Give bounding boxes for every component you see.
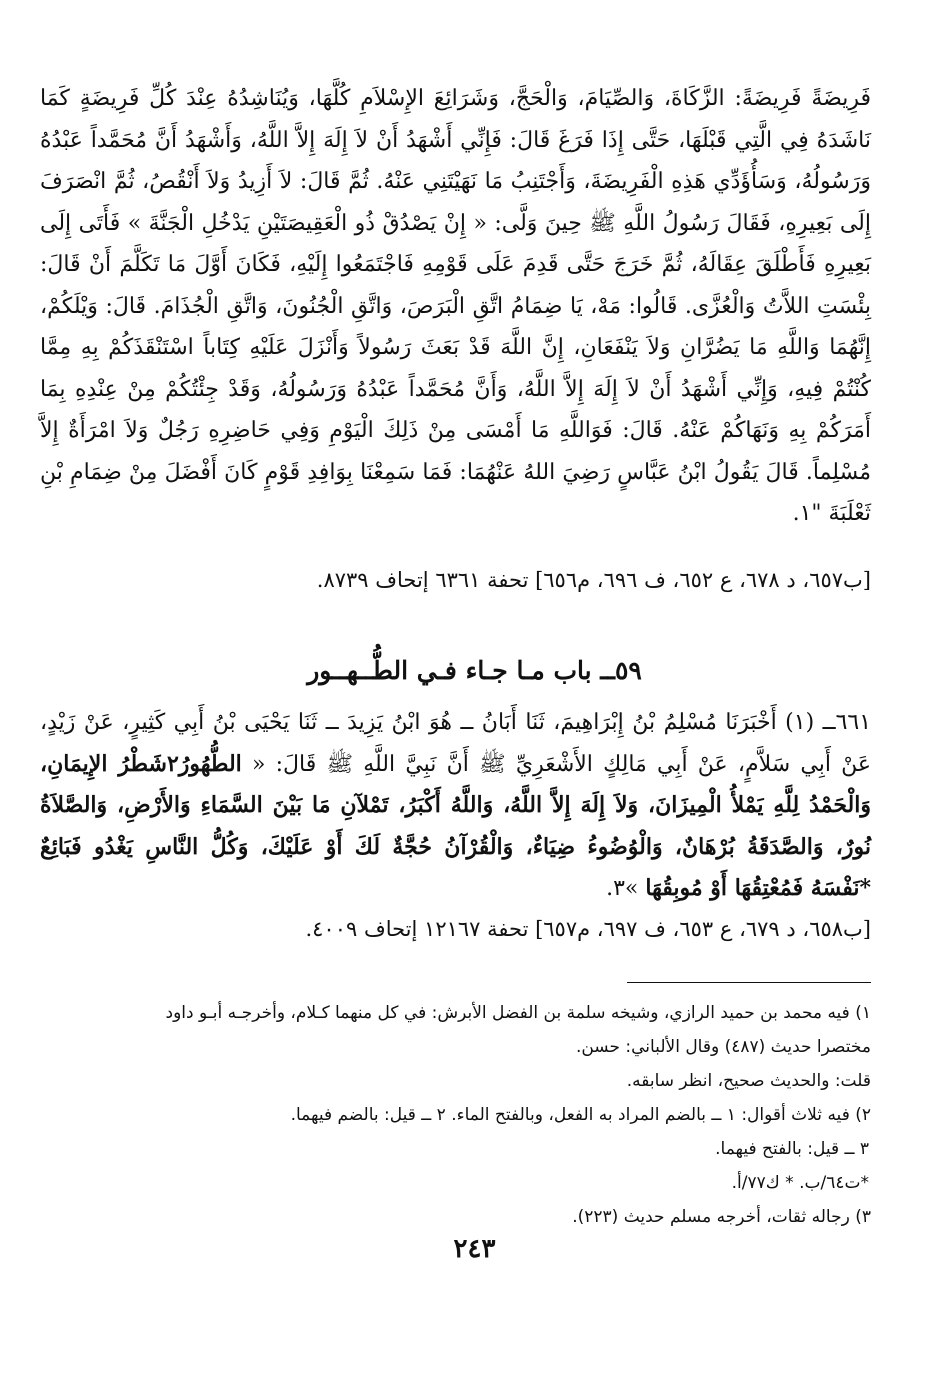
page-number: ٢٤٣ [453, 1234, 496, 1264]
footnote-line: ٣ ــ قيل: بالفتح فيهما. [715, 1139, 869, 1159]
footnote-line: ٢) فيه ثلاث أقوال: ١ ــ بالضم المراد به الفعل، وبالفتح الماء. ٢ ــ قيل: بالضم فيهما. [290, 1105, 871, 1125]
chapter-title: ٥٩ــ باب مـا جـاء فـي الطُّــهــور [307, 656, 642, 685]
hadith-661 [40, 702, 871, 910]
footnote-line: *ت٦٤/ب. * ك٧٧/أ. [731, 1173, 869, 1193]
footnote-line: ١) فيه محمد بن حميد الرازي، وشيخه سلمة بن الفضل الأبرش: في كل منهما كـلام، وأخرجـه أبـو داود [165, 1003, 871, 1023]
hadith-matn: الطُّهُورُ٢شَطْرُ الإِيمَانِ، وَالْحَمْدُ لِلَّهِ يَمْلأُ الْمِيزَانَ، وَلاَ إِلَهَ إِلاَّ اللَّهُ، وَاللَّهُ أَكْبَرُ، تَمْلآنِ مَا بَيْنَ السَّمَاءِ وَالأَرْضِ، وَالصَّلاَةُ نُورٌ، وَالصَّدَقَةُ بُرْهَانٌ، وَالْوُضُوءُ ضِيَاءٌ، وَالْقُرْآنُ حُجَّةٌ لَكَ أَوْ عَلَيْكَ، وَكُلُّ النَّاسِ يَغْدُو فَبَائِعٌ *نَفْسَهُ فَمُعْتِقُهَا أَوْ مُوبِقُهَا [40, 750, 871, 901]
reference-line-2: [ب٦٥٨، د ٦٧٩، ع ٦٥٣، ف ٦٩٧، م٦٥٧] تحفة ١٢١٦٧ إتحاف ٤٠٠٩. [305, 917, 871, 941]
reference-line-1: [ب٦٥٧، د ٦٧٨، ع ٦٥٢، ف ٦٩٦، م٦٥٦] تحفة ٦٣٦١ إتحاف ٨٧٣٩. [316, 568, 871, 592]
hadith-end: »٣. [606, 876, 639, 901]
footnote-line: مختصرا حديث (٤٨٧) وقال الألباني: حسن. [575, 1037, 871, 1057]
hadith-intro: ٦٦١ــ (١) أَخْبَرَنَا مُسْلِمُ بْنُ إِبْرَاهِيمَ، ثَنَا أَبَانُ ــ هُوَ ابْنُ يَزِيدَ ــ ثَنَا يَحْيَى بْنُ أَبِي كَثِيرٍ، عَنْ زَيْدٍ، عَنْ أَبِي سَلاَّمٍ، عَنْ أَبِي مَالِكٍ الأَشْعَرِيِّ ﷺ أَنَّ نَبِيَّ اللَّهِ ﷺ قَالَ: « [40, 710, 872, 777]
footnote-line: ٣) رجاله ثقات، أخرجه مسلم حديث (٢٢٣). [572, 1207, 871, 1227]
footnote-line: قلت: والحديث صحيح، انظر سابقه. [626, 1071, 871, 1091]
footnotes [40, 996, 871, 1234]
footnote-divider [627, 982, 871, 983]
main-text-paragraph: فَرِيضَةً فَرِيضَةً: الزَّكَاةَ، وَالصِّيَامَ، وَالْحَجَّ، وَشَرَائِعَ الإِسْلاَمِ كُلَّهَا، وَيُنَاشِدُهُ عِنْدَ كُلِّ فَرِيضَةٍ كَمَا نَاشَدَهُ فِي الَّتِي قَبْلَهَا، حَتَّى إِذَا فَرَغَ قَالَ: فَإِنِّي أَشْهَدُ أَنْ لاَ إِلَهَ إِلاَّ اللَّهُ، وَأَشْهَدُ أَنَّ مُحَمَّداً عَبْدُهُ وَرَسُولُهُ، وَسَأُؤَدِّي هَذِهِ الْفَرِيضَةَ، وَأَجْتَنِبُ مَا نَهَيْتَنِي عَنْهُ. ثُمَّ قَالَ: لاَ أَزِيدُ وَلاَ أَنْقُصُ، ثُمَّ انْصَرَفَ إِلَى بَعِيرِهِ، فَقَالَ رَسُولُ اللَّهِ ﷺ حِينَ وَلَّى: « إِنْ يَصْدُقْ ذُو الْعَقِيصَتَيْنِ يَدْخُلِ الْجَنَّةَ » فَأَتَى إِلَى بَعِيرِهِ فَأَطْلَقَ عِقَالَهُ، ثُمَّ خَرَجَ حَتَّى قَدِمَ عَلَى قَوْمِهِ فَاجْتَمَعُوا إِلَيْهِ، فَكَانَ أَوَّلَ مَا تَكَلَّمَ أَنْ قَالَ: بِئْسَتِ اللاَّتُ وَالْعُزَّى. قَالُوا: مَهْ، يَا ضِمَامُ اتَّقِ الْبَرَصَ، وَاتَّقِ الْجُنُونَ، وَاتَّقِ الْجُذَامَ. قَالَ: وَيْلَكُمْ، إِنَّهُمَا وَاللَّهِ مَا يَضُرَّانِ وَلاَ يَنْفَعَانِ، إِنَّ اللَّهَ قَدْ بَعَثَ رَسُولاً وَأَنْزَلَ عَلَيْهِ كِتَاباً اسْتَنْقَذَكُمْ بِهِ مِمَّا كُنْتُمْ فِيهِ، وَإِنِّي أَشْهَدُ أَنْ لاَ إِلَهَ إِلاَّ اللَّهُ، وَأَنَّ مُحَمَّداً عَبْدُهُ وَرَسُولُهُ، وَقَدْ جِئْتُكُمْ مِنْ عِنْدِهِ بِمَا أَمَرَكُمْ بِهِ وَنَهَاكُمْ عَنْهُ. قَالَ: فَوَاللَّهِ مَا أَمْسَى مِنْ ذَلِكَ الْيَوْمِ وَفِي حَاضِرِهِ رَجُلٌ وَلاَ امْرَأَةٌ إِلاَّ مُسْلِماً. قَالَ يَقُولُ ابْنُ عَبَّاسٍ رَضِيَ اللهُ عَنْهُمَا: فَمَا سَمِعْنَا بِوَافِدِ قَوْمٍ كَانَ أَفْضَلَ مِنْ ضِمَامِ بْنِ ثَعْلَبَةَ "١. [40, 86, 871, 526]
